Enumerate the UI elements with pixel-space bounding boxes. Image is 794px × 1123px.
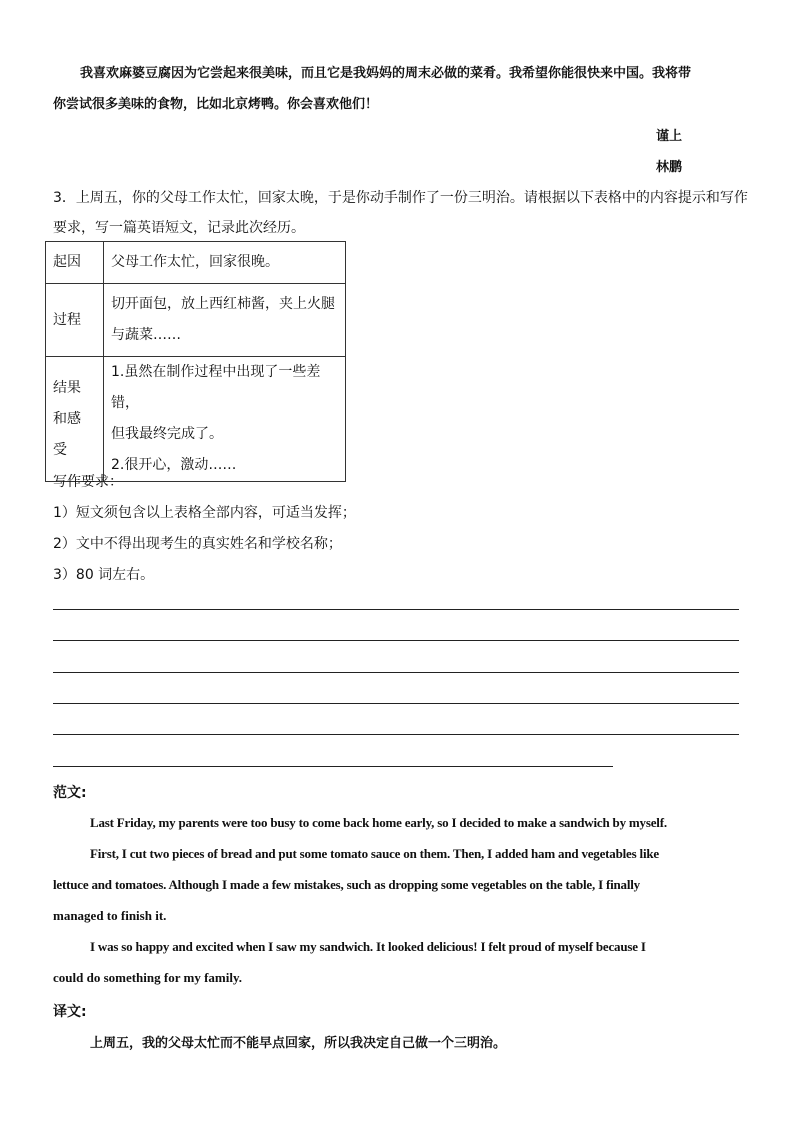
answer-line: [53, 640, 739, 641]
table-label-line: 受: [53, 441, 67, 458]
table-content-line: 切开面包，放上西红柿酱，夹上火腿: [111, 296, 335, 312]
table-content-cell: [104, 284, 346, 357]
question-line-1: 3．上周五，你的父母工作太忙，回家太晚，于是你动手制作了一份三明治。请根据以下表格中的内容提示和写作: [53, 190, 748, 206]
letter-line-1: 我喜欢麻婆豆腐因为它尝起来很美味，而且它是我妈妈的周末必做的菜肴。我希望你能很快来中国。我将带: [80, 66, 692, 81]
question-line-2: 要求，写一篇英语短文，记录此次经历。: [53, 220, 305, 236]
table-label-line: 和感: [53, 410, 81, 427]
table-content-line: 与蔬菜……: [111, 327, 181, 343]
sample-p3-line-2: could do something for my family.: [53, 970, 242, 985]
table-label-line: 过程: [53, 311, 81, 328]
table-row-process: [46, 284, 346, 357]
answer-line: [53, 609, 739, 610]
letter-signature: 林鹏: [656, 160, 683, 175]
table-content-line: 1.虽然在制作过程中出现了一些差错，: [111, 364, 321, 411]
sample-p3-line-1: I was so happy and excited when I saw my sandwich. It looked delicious! I felt proud of myself because I: [90, 939, 646, 954]
requirement-item-2: 2）文中不得出现考生的真实姓名和学校名称；: [53, 536, 342, 552]
table-content-line: 父母工作太忙，回家很晚。: [111, 254, 279, 270]
prompt-table: [45, 241, 346, 482]
sample-p1: Last Friday, my parents were too busy to come back home early, so I decided to make a sandwich by myself.: [90, 815, 667, 830]
table-label-cell: [46, 357, 104, 482]
table-label-line: 起因: [53, 254, 81, 270]
letter-line-2: 你尝试很多美味的食物，比如北京烤鸭。你会喜欢他们！: [53, 97, 379, 112]
table-row-result: [46, 357, 346, 482]
sample-p2-line-1: First, I cut two pieces of bread and put some tomato sauce on them. Then, I added ham and vegetables like: [90, 846, 659, 861]
sample-heading: 范文:: [53, 785, 87, 801]
requirements-title: 写作要求：: [53, 474, 123, 490]
table-row-cause: [46, 242, 346, 284]
table-label-cell: [46, 284, 104, 357]
table-content-line: 2.很开心，激动……: [111, 457, 237, 473]
table-content-line: 但我最终完成了。: [111, 426, 223, 442]
translation-heading: 译文:: [53, 1004, 87, 1020]
answer-line: [53, 672, 739, 673]
answer-line: [53, 766, 613, 767]
sample-p2-line-3: managed to finish it.: [53, 908, 167, 923]
table-content-cell: [104, 242, 346, 284]
requirement-item-3: 3）80 词左右。: [53, 567, 155, 583]
answer-line: [53, 703, 739, 704]
table-label-line: 结果: [53, 379, 81, 396]
translation-p1: 上周五，我的父母太忙而不能早点回家，所以我决定自己做一个三明治。: [90, 1036, 507, 1051]
answer-line: [53, 734, 739, 735]
requirement-item-1: 1）短文须包含以上表格全部内容，可适当发挥；: [53, 505, 356, 521]
letter-closing: 谨上: [656, 129, 683, 144]
sample-p2-line-2: lettuce and tomatoes. Although I made a few mistakes, such as dropping some vegetables on the table, I finally: [53, 877, 640, 892]
table-content-cell: [104, 357, 346, 482]
table-label-cell: [46, 242, 104, 284]
